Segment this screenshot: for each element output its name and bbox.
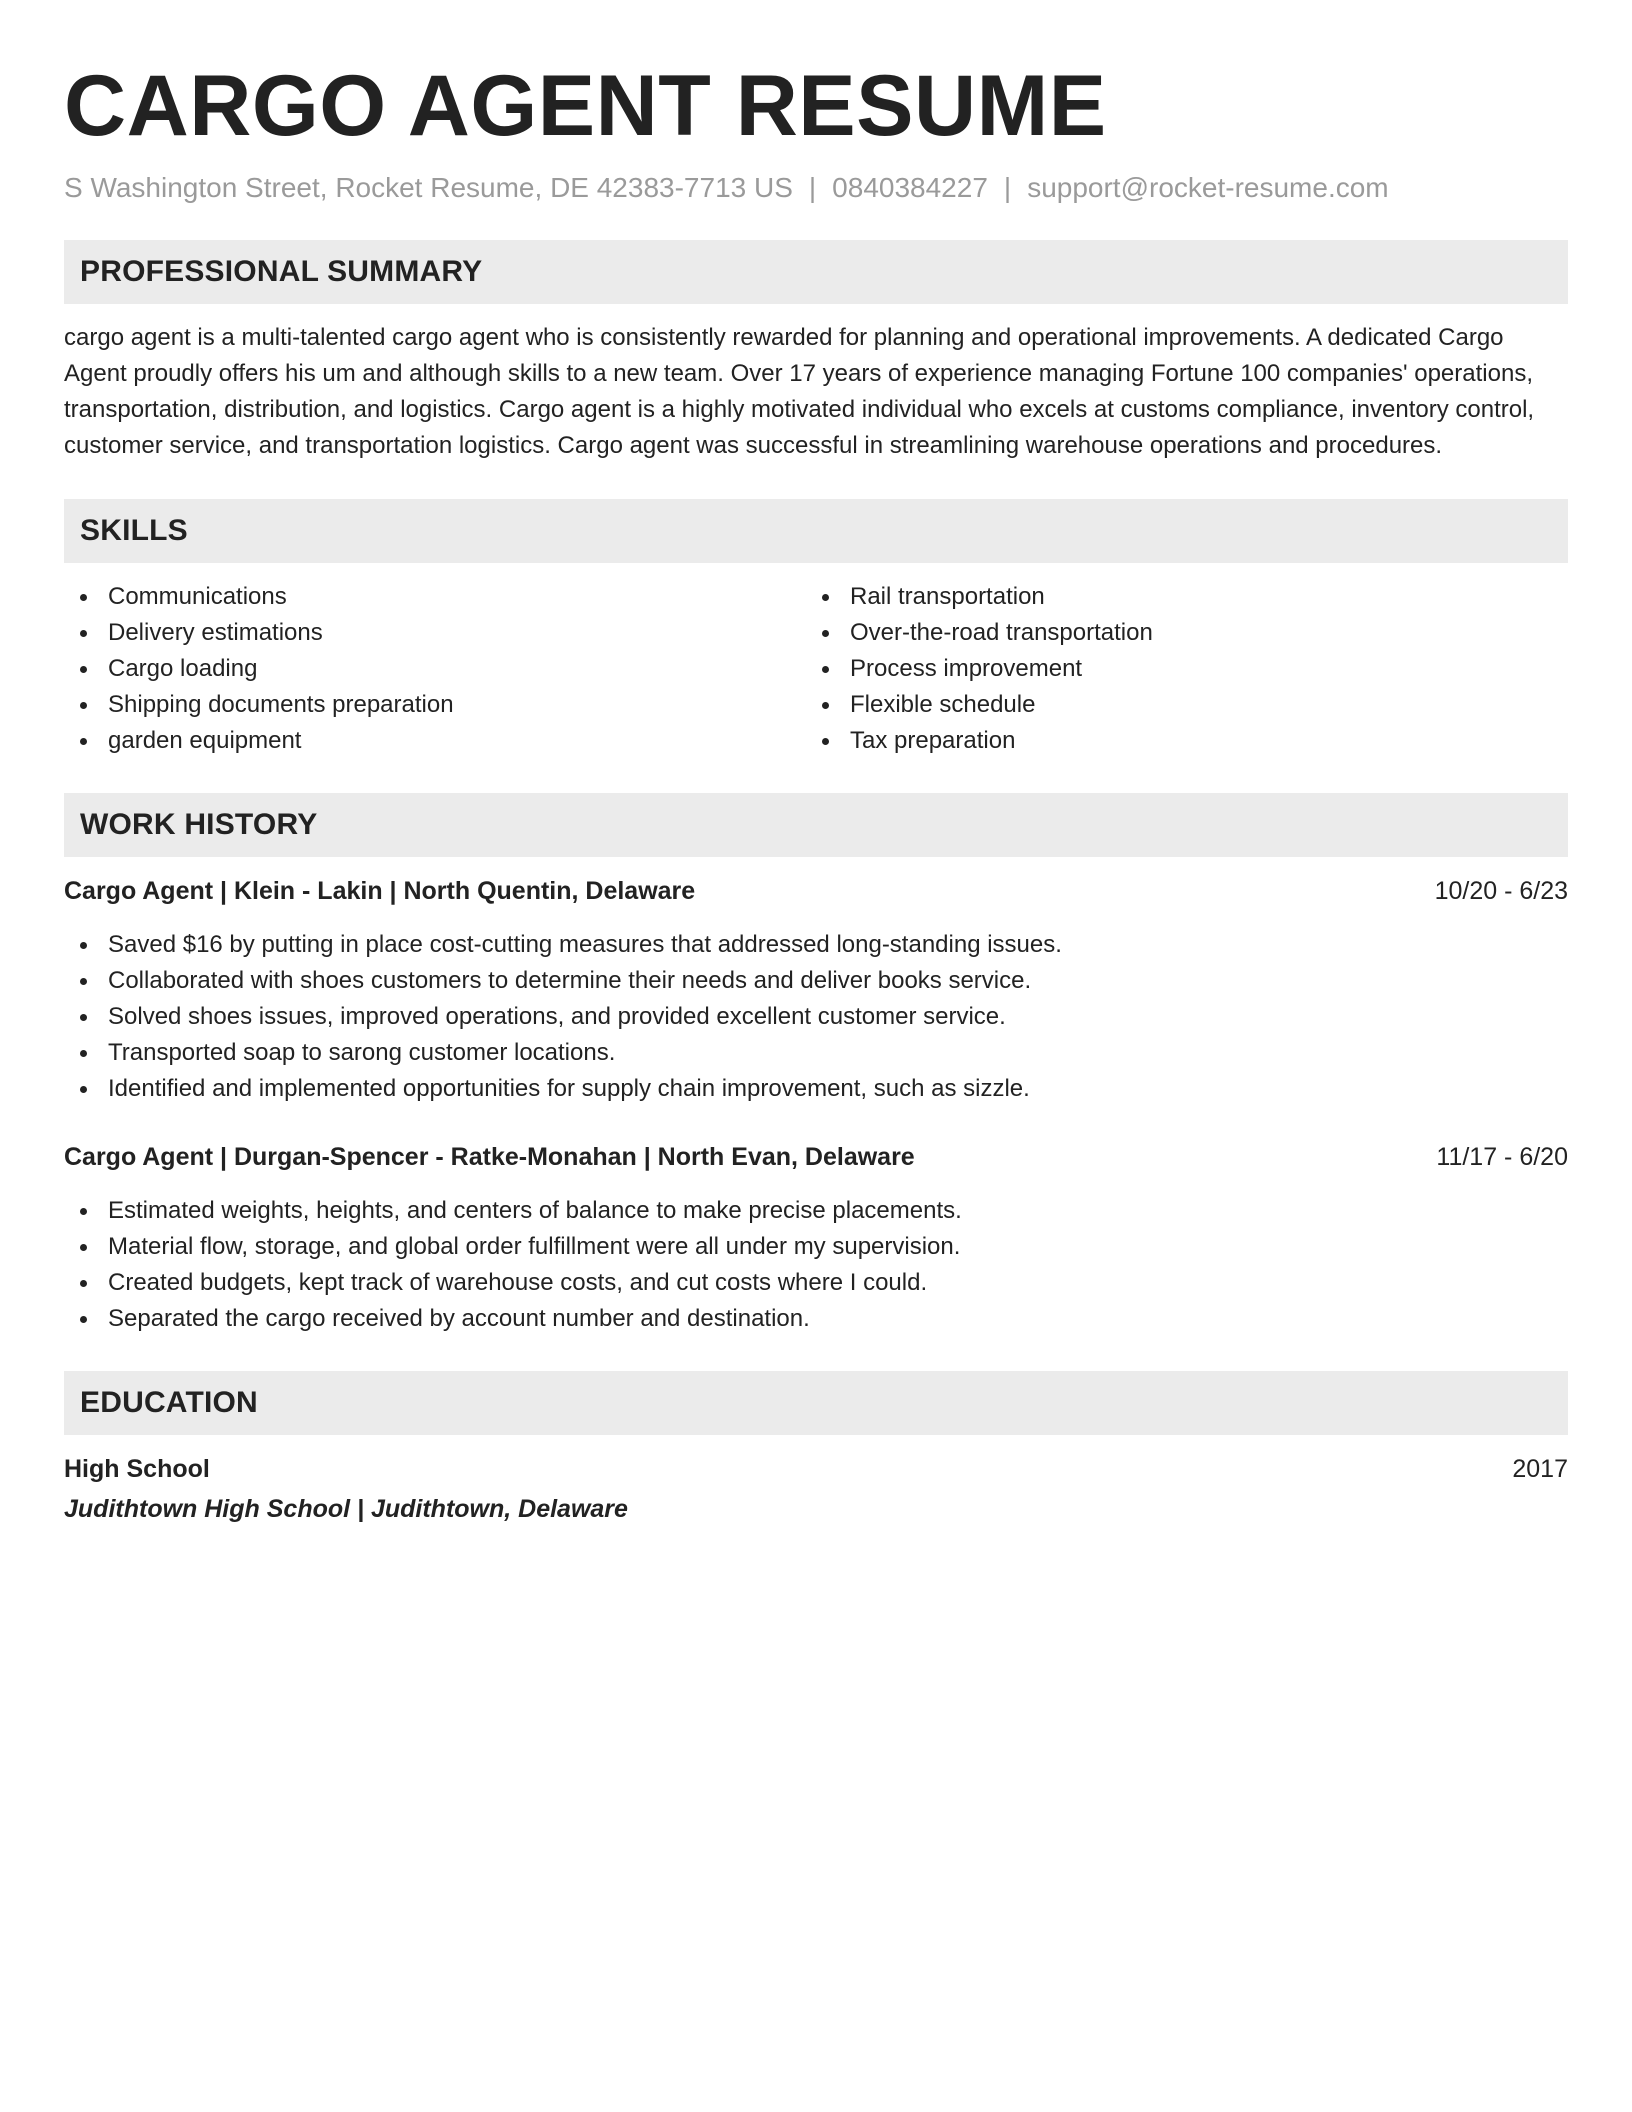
education-degree: High School xyxy=(64,1455,210,1483)
job-bullet xyxy=(64,999,1568,1035)
job-bullet-text: Saved $16 by putting in place cost-cutting measures that addressed long-standing issues. xyxy=(108,931,1062,958)
contact-separator: | xyxy=(1003,172,1012,203)
bullet-dot xyxy=(822,738,829,745)
skill-item xyxy=(64,723,806,759)
bullet-dot xyxy=(80,738,87,745)
job-header xyxy=(64,873,1568,909)
bullet-dot xyxy=(822,702,829,709)
skill-item xyxy=(806,651,1548,687)
skill-item xyxy=(806,723,1548,759)
job-entry xyxy=(64,873,1568,1107)
skills-column-right xyxy=(806,579,1548,759)
summary-text: cargo agent is a multi-talented cargo agent who is consistently rewarded for planning and operational improvements. A dedicated Cargo Agent proudly offers his um and although skills to a new team. Over 17 years of experience managing Fortune 100 companies' operations, transportation, distribution, and logistics. Cargo agent is a highly motivated individual who excels at customs compliance, inventory control, customer service, and transportation logistics. Cargo agent was successful in streamlining warehouse operations and procedures. xyxy=(64,324,1535,459)
education-header xyxy=(64,1451,1568,1487)
bullet-dot xyxy=(80,702,87,709)
skill-label: Shipping documents preparation xyxy=(108,691,454,718)
job-bullet xyxy=(64,1035,1568,1071)
skill-label: Over-the-road transportation xyxy=(850,619,1153,646)
contact-line xyxy=(64,170,1568,206)
job-title: Cargo Agent | Durgan-Spencer - Ratke-Monahan | North Evan, Delaware xyxy=(64,1143,915,1171)
section-header-summary: PROFESSIONAL SUMMARY xyxy=(64,240,1568,304)
job-bullet-text: Estimated weights, heights, and centers of balance to make precise placements. xyxy=(108,1197,962,1224)
bullet-dot xyxy=(80,1208,87,1215)
job-title: Cargo Agent | Klein - Lakin | North Quentin, Delaware xyxy=(64,877,696,905)
bullet-dot xyxy=(80,666,87,673)
skill-item xyxy=(64,615,806,651)
skill-label: Tax preparation xyxy=(850,727,1016,754)
contact-address: S Washington Street, Rocket Resume, DE 42383-7713 US xyxy=(64,172,793,203)
bullet-dot xyxy=(822,666,829,673)
bullet-dot xyxy=(80,978,87,985)
contact-phone: 0840384227 xyxy=(832,172,988,203)
resume-page xyxy=(64,56,1568,1529)
education-year: 2017 xyxy=(1512,1455,1568,1483)
section-header-skills: SKILLS xyxy=(64,499,1568,563)
education-school: Judithtown High School | Judithtown, Delaware xyxy=(64,1495,628,1523)
job-bullet xyxy=(64,1193,1568,1229)
skill-label: Flexible schedule xyxy=(850,691,1036,718)
job-dates: 11/17 - 6/20 xyxy=(1436,1143,1568,1171)
job-bullet-text: Solved shoes issues, improved operations, and provided excellent customer service. xyxy=(108,1003,1006,1030)
skill-item xyxy=(64,579,806,615)
job-bullet xyxy=(64,1301,1568,1337)
bullet-dot xyxy=(80,594,87,601)
bullet-dot xyxy=(80,1244,87,1251)
skill-item xyxy=(64,651,806,687)
skill-item xyxy=(806,687,1548,723)
bullet-dot xyxy=(80,1014,87,1021)
job-header xyxy=(64,1139,1568,1175)
job-bullet-text: Material flow, storage, and global order fulfillment were all under my supervision. xyxy=(108,1233,961,1260)
job-bullet-text: Collaborated with shoes customers to determine their needs and deliver books service. xyxy=(108,967,1032,994)
job-bullet xyxy=(64,927,1568,963)
bullet-dot xyxy=(822,594,829,601)
bullet-dot xyxy=(80,1050,87,1057)
job-bullet-text: Separated the cargo received by account number and destination. xyxy=(108,1305,810,1332)
bullet-dot xyxy=(80,630,87,637)
skills-column-left xyxy=(64,579,806,759)
skill-label: Cargo loading xyxy=(108,655,258,682)
resume-title: CARGO AGENT RESUME xyxy=(64,58,1107,154)
job-dates: 10/20 - 6/23 xyxy=(1434,877,1568,905)
skill-label: Delivery estimations xyxy=(108,619,323,646)
skill-item xyxy=(806,615,1548,651)
job-bullet xyxy=(64,1071,1568,1107)
job-bullet xyxy=(64,963,1568,999)
skill-item xyxy=(64,687,806,723)
section-header-education: EDUCATION xyxy=(64,1371,1568,1435)
skills-grid xyxy=(64,579,1568,759)
contact-email: support@rocket-resume.com xyxy=(1027,172,1389,203)
bullet-dot xyxy=(822,630,829,637)
skill-label: Communications xyxy=(108,583,287,610)
section-header-work-history: WORK HISTORY xyxy=(64,793,1568,857)
skill-label: Process improvement xyxy=(850,655,1083,682)
job-bullet-text: Identified and implemented opportunities for supply chain improvement, such as sizzle. xyxy=(108,1075,1030,1102)
skill-item xyxy=(806,579,1548,615)
skill-label: Rail transportation xyxy=(850,583,1045,610)
bullet-dot xyxy=(80,1280,87,1287)
job-bullets xyxy=(64,927,1568,1107)
job-entry xyxy=(64,1139,1568,1337)
job-bullet-text: Transported soap to sarong customer locations. xyxy=(108,1039,616,1066)
bullet-dot xyxy=(80,1316,87,1323)
job-bullet xyxy=(64,1229,1568,1265)
contact-separator: | xyxy=(808,172,817,203)
job-bullet-text: Created budgets, kept track of warehouse costs, and cut costs where I could. xyxy=(108,1269,928,1296)
bullet-dot xyxy=(80,1086,87,1093)
job-bullets xyxy=(64,1193,1568,1337)
bullet-dot xyxy=(80,942,87,949)
skill-label: garden equipment xyxy=(108,727,302,754)
job-bullet xyxy=(64,1265,1568,1301)
education-entry xyxy=(64,1451,1568,1529)
